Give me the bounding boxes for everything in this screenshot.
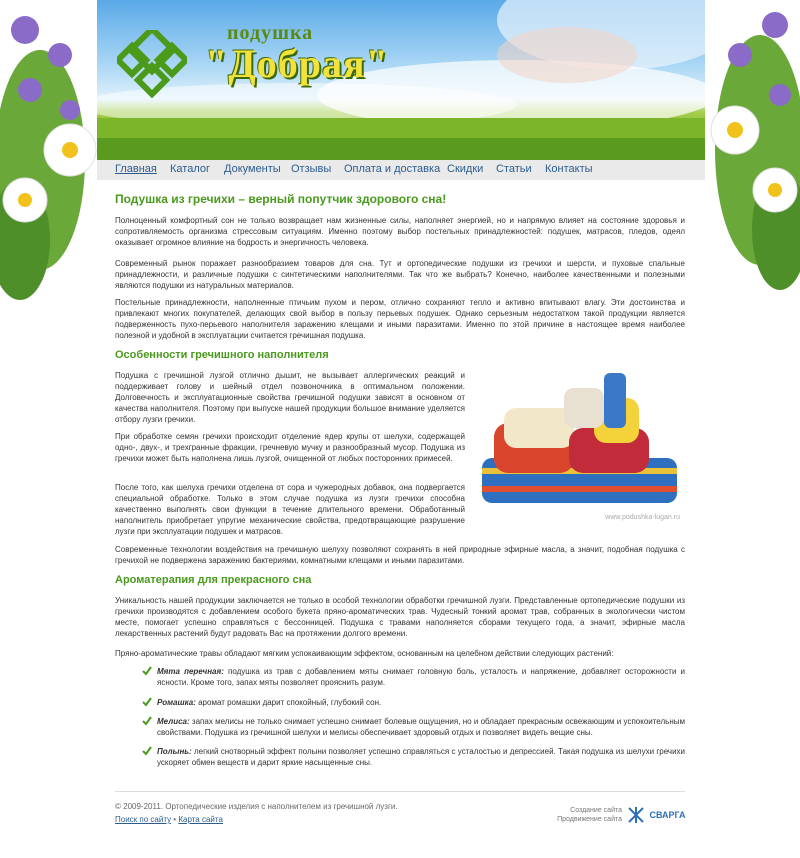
footer-separator: • <box>171 815 179 824</box>
section-title-aroma: Ароматерапия для прекрасного сна <box>115 574 312 586</box>
herb-text: аромат ромашки дарит спокойный, глубокий сон. <box>195 698 382 707</box>
herb-name: Мелиса: <box>157 717 190 726</box>
site-search-link[interactable]: Поиск по сайту <box>115 815 172 824</box>
logo-title[interactable]: "Добрая" <box>205 41 389 86</box>
herb-text: легкий снотворный эффект полыни позволяет успешно справляться с усталостью и депрессией. Такая подушка из шелухи гречихи ускоряет обмен веществ и дарит яркие насыщенные сны. <box>157 747 685 767</box>
herb-name: Мята перечная: <box>157 667 224 676</box>
filler-paragraph-2: При обработке семян гречихи происходит отделение ядер крупы от шелухи, содержащей одно-, двух-, и трехгранные фракции, гречневую мучку и разнообразный мусор. Подушка из гречихи может быть наполнена лишь лузгой, очищенной от любых посторонних примесей. <box>115 432 465 463</box>
svarga-logo-icon <box>627 806 645 824</box>
aroma-paragraph-2: Пряно-ароматические травы обладают мягким успокаивающим эффектом, основанным на целебном действии следующих растений: <box>115 649 614 658</box>
credit-promotion[interactable]: Продвижение сайта <box>557 816 622 823</box>
credit-creation[interactable]: Создание сайта <box>570 807 622 814</box>
herb-name: Полынь: <box>157 747 192 756</box>
intro-paragraph-3: Постельные принадлежности, наполненные птичьим пухом и пером, отлично сохраняют тепло и активно впитывают влагу. Эти достоинства и привлекают многих покупателей, делающих свой выбор в пользу перьевых подушек. Однако серьезным недостатком такой продукции является подверженность пухо-перьевого наполнителя заражению клещами и иными паразитами. Именно по этой причине в настоящее время наиболее полезной и удобной в эксплуатации считается гречишная подушка. <box>115 298 685 340</box>
checkmark-icon <box>142 716 152 726</box>
nav-item-articles[interactable]: Статьи <box>496 163 532 175</box>
nav-item-home[interactable]: Главная <box>115 163 157 175</box>
header-banner <box>97 0 705 160</box>
checkmark-icon <box>142 666 152 676</box>
nav-item-documents[interactable]: Документы <box>224 163 281 175</box>
checkmark-icon <box>142 746 152 756</box>
herb-name: Ромашка: <box>157 698 196 707</box>
filler-paragraph-3: После того, как шелуха гречихи отделена от сора и чужеродных добавок, она подвергается специальной обработке. Только в этом случае подушка из лузги гречихи способна качественно выполнять свои функции в течение длительного времени. Обработанный наполнитель приобретает упругие механические свойства, предотвращающие разрушение лузги при эксплуатации подушек и матрасов. <box>115 483 465 536</box>
aroma-paragraph-1: Уникальность нашей продукции заключается не только в особой технологии обработки гречишной лузги. Представленные ортопедические подушки из гречихи производятся с добавлением особого букета пряно-ароматических трав. Чудесный тонкий аромат трав, собранных в экологически чистом месте, помогает успешно справляться с бессонницей. Подушка с травами наполняется сборами текущего года, а значит, эфирные масла лекарственных растений будут радовать Вас на протяжении долгого времени. <box>115 596 685 638</box>
image-watermark: www.podushka-lugan.ru <box>605 514 680 521</box>
flower-decoration-right <box>700 0 800 300</box>
intro-paragraph-2: Современный рынок поражает разнообразием товаров для сна. Тут и ортопедические подушки из гречихи и шерсти, и пуховые спальные принадлежности, и различные подушки с синтетическими наполнителями. Так что же выбрать? Конечно, наиболее качественными и полезными являются подушки из натуральных материалов. <box>115 259 685 290</box>
flower-decoration-left <box>0 0 100 300</box>
sitemap-link[interactable]: Карта сайта <box>178 815 223 824</box>
herb-item-melissa <box>157 716 685 738</box>
intro-paragraph-1: Полноценный комфортный сон не только возвращает нам жизненные силы, наполняет энергией, но и напрямую влияет на состояние здоровья и сопротивляемость организма стрессовым ситуациям. Именно поэтому выбор постельных принадлежностей: подушек, матрасов, пледов, одеял оказывает огромное влияние на бодрость и энергичность человека. <box>115 216 685 247</box>
filler-paragraph-after: Современные технологии воздействия на гречишную шелуху позволяют сохранять в ней природные эфирные масла, а значит, подобная подушка с гречихой не подвержена заражению бактериями, комнатными клещами и иными паразитами. <box>115 545 685 565</box>
page-title: Подушка из гречихи – верный попутчик здорового сна! <box>115 192 447 206</box>
herb-item-mint <box>157 666 685 688</box>
svarga-brand: СВАРГА <box>649 810 686 820</box>
pillows-product-image <box>474 368 686 523</box>
filler-paragraph-1: Подушка с гречишной лузгой отлично дышит, не вызывает аллергических реакций и поддерживает голову и шейный отдел позвоночника в оптимальном положении. Долговечность и эксплуатационные свойства гречишной подушки зависят в основном от качества наполнителя. Поэтому при выпуске нашей продукции большое внимание уделяется отбору лузги гречихи. <box>115 371 465 424</box>
main-nav <box>97 160 705 180</box>
logo-icon[interactable] <box>117 30 187 105</box>
nav-item-discounts[interactable]: Скидки <box>447 163 484 175</box>
logo-subtitle: подушка <box>227 22 314 44</box>
herb-text: запах мелисы не только снимает успешно снимает болевые ощущения, но и обладает прекрасным освежающим и успокоительным свойствами. Подушка из гречишной шелухи и мелисы обеспечивает здоровый отдых и позволяет видеть вещие сны. <box>157 717 685 737</box>
herb-text: подушка из трав с добавлением мяты снимает головную боль, усталость и напряжение, добавляет осторожности и ясности. Кроме того, запах мяты позволяет прояснить разум. <box>157 667 686 687</box>
nav-item-contacts[interactable]: Контакты <box>545 163 593 175</box>
footer-divider <box>115 791 685 792</box>
herb-item-chamomile <box>157 697 685 708</box>
section-title-filler: Особенности гречишного наполнителя <box>115 349 329 361</box>
nav-item-catalog[interactable]: Каталог <box>170 163 210 175</box>
nav-item-reviews[interactable]: Отзывы <box>291 163 332 175</box>
checkmark-icon <box>142 697 152 707</box>
nav-item-payment-delivery[interactable]: Оплата и доставка <box>344 163 441 175</box>
svarga-logo[interactable] <box>627 806 686 826</box>
footer-copyright: © 2009-2011. Ортопедические изделия с наполнителем из гречишной лузги. <box>115 802 398 811</box>
herb-item-wormwood <box>157 746 685 768</box>
footer-links <box>115 815 223 824</box>
